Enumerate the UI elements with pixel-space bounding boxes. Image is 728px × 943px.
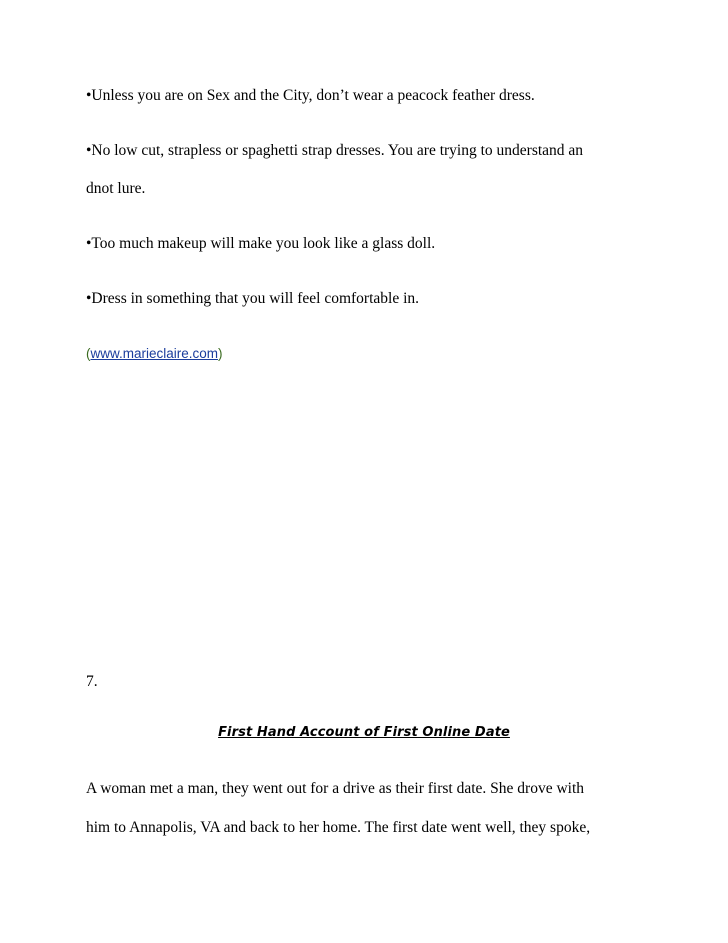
bullet-makeup: •Too much makeup will make you look like a glass doll. [86, 235, 436, 252]
source-citation [86, 344, 223, 364]
close-paren: ) [218, 346, 223, 361]
body-paragraph-line-1: A woman met a man, they went out for a drive as their first date. She drove with [86, 780, 585, 797]
section-number: 7. [86, 673, 98, 690]
marieclaire-link[interactable]: www.marieclaire.com [90, 346, 219, 361]
bullet-low-cut-dresses-continued: dnot lure. [86, 180, 146, 197]
section-heading: First Hand Account of First Online Date [218, 725, 510, 740]
body-paragraph-line-2: him to Annapolis, VA and back to her home. The first date went well, they spoke, [86, 819, 591, 836]
bullet-peacock-dress: •Unless you are on Sex and the City, don’t wear a peacock feather dress. [86, 87, 535, 104]
bullet-low-cut-dresses: •No low cut, strapless or spaghetti strap dresses. You are trying to understand an [86, 142, 584, 159]
bullet-comfortable: •Dress in something that you will feel comfortable in. [86, 290, 420, 307]
open-paren: ( [86, 346, 91, 361]
